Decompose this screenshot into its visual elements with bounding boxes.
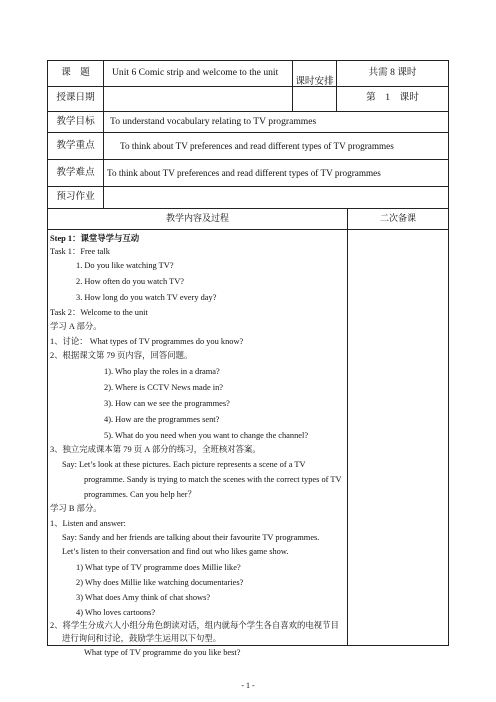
table-rule [47,86,449,87]
key-points-value: To think about TV preferences and read different types of TV programmes [120,141,394,151]
comprehension-question: 1). Who play the roles in a drama? [104,367,220,376]
date-label: 授课日期 [56,92,95,103]
topic-label: 课 题 [61,67,90,78]
objective-value: To understand vocabulary relating to TV programmes [110,116,317,127]
teacher-script: Let’s listen to their conversation and find out who likes game show. [62,547,289,556]
table-rule [347,208,348,646]
exercise-instruction: 3、独立完成课本第 79 页 A 部分的练习，全班核对答案。 [50,445,261,454]
table-rule [47,208,449,209]
table-border-top [47,60,449,61]
period-number: 第 1 课时 [366,92,419,103]
table-rule [47,186,449,187]
part-a-heading: 学习 A 部分。 [50,322,102,331]
table-rule [47,132,449,133]
page-number: - 1 - [241,681,255,690]
task1-heading: Task 1：Free talk [50,247,110,256]
topic-value: Unit 6 Comic strip and welcome to the unit [112,67,279,78]
answer-instruction: 2、根据课文第 79 页内容，回答问题。 [50,351,193,360]
comprehension-question: 2). Where is CCTV News made in? [104,383,224,392]
second-prep-heading: 二次备课 [379,213,416,223]
task2-heading: Task 2：Welcome to the unit [50,308,148,317]
table-rule [47,159,449,160]
process-heading: 教学内容及过程 [165,213,229,223]
homework-label: 预习作业 [56,191,95,202]
table-rule [47,111,449,112]
table-border-right [448,60,449,646]
discussion-prompt: 1、讨论： What types of TV programmes do you know? [50,337,244,346]
listen-heading: 1、Listen and answer: [50,519,126,528]
difficulties-label: 教学难点 [56,167,95,178]
role-play-instruction: 2、将学生分成六人小组分角色朗读对话，组内就每个学生各自喜欢的电视节目 [50,621,339,630]
teacher-script: programme. Sandy is trying to match the scenes with the correct types of TV [84,475,342,484]
listening-question: 3) What does Amy think of chat shows? [76,593,211,602]
comprehension-question: 4). How are the programmes sent? [104,415,220,424]
difficulties-value: To think about TV preferences and read different types of TV programmes [107,168,381,178]
listening-question: 4) Who loves cartoons? [76,608,156,617]
table-rule [103,60,104,209]
teacher-script: Say: Let’s look at these pictures. Each picture represents a scene of a TV [62,460,306,469]
comprehension-question: 5). What do you need when you want to change the channel? [104,431,309,440]
question-3: 3. How long do you watch TV every day? [76,293,217,302]
arrangement-label: 课时安排 [295,76,334,87]
key-points-label: 教学重点 [56,140,95,151]
comprehension-question: 3). How can we see the programmes? [104,399,230,408]
teacher-script: Say: Sandy and her friends are talking about their favourite TV programmes. [62,533,320,542]
teacher-script: programmes. Can you help her？ [84,490,196,499]
table-rule [47,229,449,230]
listening-question: 1) What type of TV programme does Millie like? [76,563,241,572]
question-2: 2. How often do you watch TV? [76,277,184,286]
listening-question: 2) Why does Millie like watching documentaries? [76,578,244,587]
question-1: 1. Do you like watching TV? [76,261,174,270]
part-b-heading: 学习 B 部分。 [50,504,102,513]
total-periods: 共需 8 课时 [368,67,417,78]
role-play-instruction: 进行询问和讨论，鼓励学生运用以下句型。 [62,634,222,643]
step-heading: Step 1：课堂导学与互动 [50,234,140,243]
sentence-pattern: What type of TV programme do you like best? [84,648,241,657]
objective-label: 教学目标 [56,116,95,127]
